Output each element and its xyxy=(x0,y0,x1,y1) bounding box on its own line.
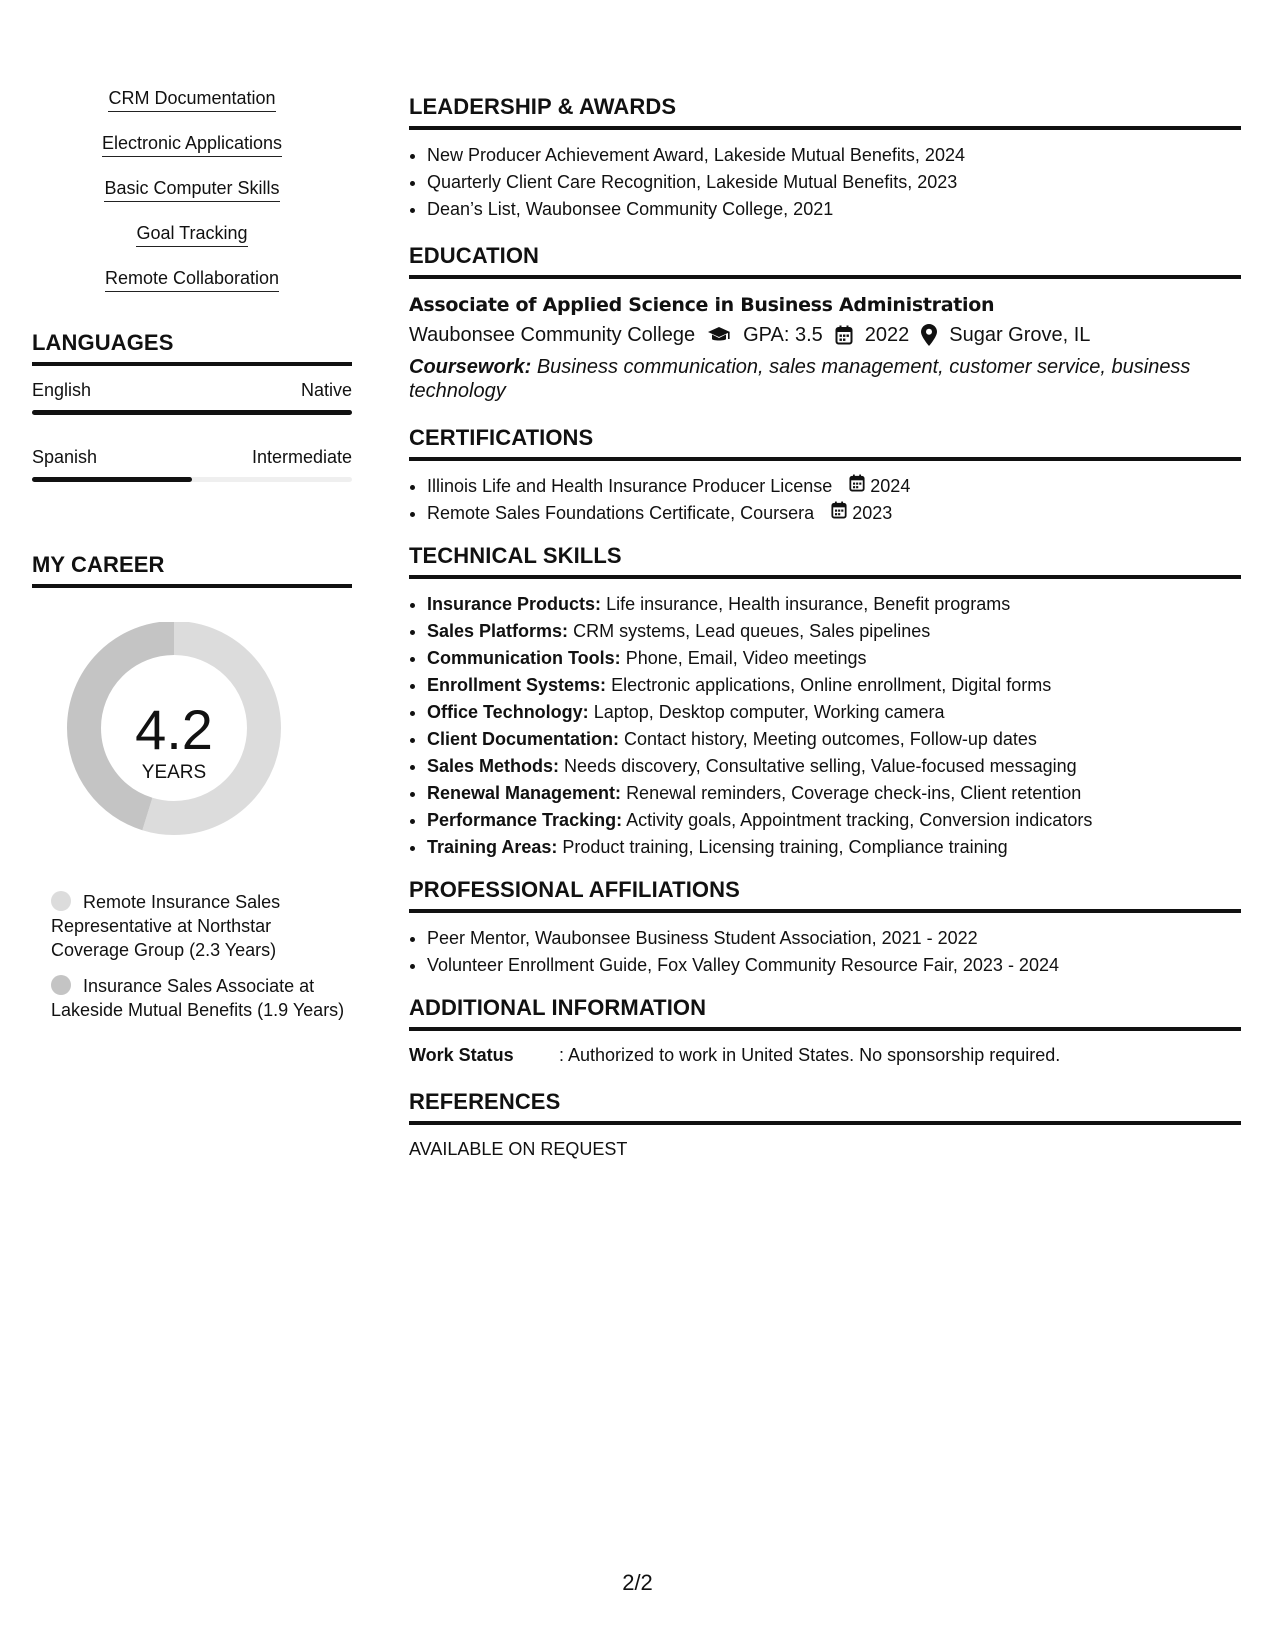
calendar-icon xyxy=(835,325,853,345)
leadership-list xyxy=(409,142,1241,223)
list-item xyxy=(427,753,1241,780)
career-donut-chart xyxy=(32,622,352,852)
references-heading: REFERENCES xyxy=(409,1089,1241,1125)
work-status-value: : Authorized to work in United States. No sponsorship required. xyxy=(559,1045,1061,1065)
language-name: English xyxy=(32,380,92,400)
references-section xyxy=(409,1089,1241,1161)
languages-heading: LANGUAGES xyxy=(32,330,352,366)
legend-dot xyxy=(51,891,71,911)
certifications-list xyxy=(409,473,1241,527)
education-heading: EDUCATION xyxy=(409,243,1241,279)
list-item xyxy=(427,618,1241,645)
certification-name: Illinois Life and Health Insurance Producer License xyxy=(427,476,833,496)
skill-tag: Electronic Applications xyxy=(102,131,282,157)
skill-value: Contact history, Meeting outcomes, Follow-up dates xyxy=(624,729,1037,749)
technical-skills-section xyxy=(409,543,1241,861)
skill-label: Renewal Management: xyxy=(427,783,622,803)
education-degree: Associate of Applied Science in Business Administration xyxy=(409,294,995,316)
skill-label: Insurance Products: xyxy=(427,594,602,614)
affiliations-list xyxy=(409,925,1241,979)
language-bar xyxy=(32,477,352,482)
language-bar xyxy=(32,410,352,415)
affiliations-section xyxy=(409,877,1241,979)
skill-label: Communication Tools: xyxy=(427,648,621,668)
map-pin-icon xyxy=(921,324,937,346)
skill-tag: CRM Documentation xyxy=(108,86,275,112)
list-item: • Peer Mentor, Waubonsee Business Student Association, 2021 - 2022 xyxy=(427,925,1241,952)
language-level: Intermediate xyxy=(251,447,352,467)
list-item: • New Producer Achievement Award, Lakeside Mutual Benefits, 2024 xyxy=(427,142,1241,169)
additional-info-section xyxy=(409,995,1241,1067)
languages-section xyxy=(32,330,352,482)
skill-value: Laptop, Desktop computer, Working camera xyxy=(593,702,945,722)
skill-value: Life insurance, Health insurance, Benefit programs xyxy=(606,594,1011,614)
skill-value: Product training, Licensing training, Compliance training xyxy=(562,837,1008,857)
list-item: • Volunteer Enrollment Guide, Fox Valley Community Resource Fair, 2023 - 2024 xyxy=(427,952,1241,979)
education-school: Waubonsee Community College xyxy=(409,324,696,346)
left-column xyxy=(32,86,352,1034)
skill-label: Sales Platforms: xyxy=(427,621,569,641)
career-legend-item xyxy=(51,974,352,1022)
language-bar-fill xyxy=(32,477,192,482)
list-item xyxy=(427,726,1241,753)
language-bar-fill xyxy=(32,410,352,415)
work-status-row xyxy=(409,1043,1241,1067)
education-year: 2022 xyxy=(864,324,910,346)
skill-value: Electronic applications, Online enrollment, Digital forms xyxy=(611,675,1052,695)
coursework-text: Business communication, sales management, customer service, business technology xyxy=(409,356,1191,402)
skill-value: CRM systems, Lead queues, Sales pipelines xyxy=(573,621,931,641)
list-item xyxy=(427,591,1241,618)
coursework-label: Coursework: xyxy=(409,356,532,378)
skill-tags xyxy=(32,86,352,292)
references-text: AVAILABLE ON REQUEST xyxy=(409,1139,628,1159)
career-legend-label: Remote Insurance Sales Representative at Northstar Coverage Group (2.3 Years) xyxy=(51,892,281,960)
affiliations-heading: PROFESSIONAL AFFILIATIONS xyxy=(409,877,1241,913)
career-total: 4.2 xyxy=(135,698,213,761)
technical-skills-heading: TECHNICAL SKILLS xyxy=(409,543,1241,579)
list-item xyxy=(427,780,1241,807)
career-section xyxy=(32,552,352,1022)
page-number: 2/2 xyxy=(622,1570,653,1595)
certifications-heading: CERTIFICATIONS xyxy=(409,425,1241,461)
list-item: • Dean’s List, Waubonsee Community College, 2021 xyxy=(427,196,1241,223)
language-name: Spanish xyxy=(32,447,98,467)
list-item xyxy=(427,645,1241,672)
skill-value: Renewal reminders, Coverage check-ins, Client retention xyxy=(626,783,1082,803)
career-heading: MY CAREER xyxy=(32,552,352,588)
career-legend-label: Insurance Sales Associate at Lakeside Mutual Benefits (1.9 Years) xyxy=(51,976,345,1020)
list-item xyxy=(427,699,1241,726)
graduation-cap-icon xyxy=(707,326,731,344)
career-unit: YEARS xyxy=(141,762,207,783)
list-item xyxy=(427,500,1241,527)
skill-value: Needs discovery, Consultative selling, Value-focused messaging xyxy=(564,756,1077,776)
list-item xyxy=(427,807,1241,834)
work-status-label: Work Status xyxy=(409,1045,514,1065)
language-item xyxy=(32,378,352,415)
calendar-icon xyxy=(849,474,865,492)
career-legend-item xyxy=(51,890,352,962)
skill-label: Training Areas: xyxy=(427,837,558,857)
additional-info-heading: ADDITIONAL INFORMATION xyxy=(409,995,1241,1031)
skill-tag: Remote Collaboration xyxy=(105,266,279,292)
technical-skills-list xyxy=(409,591,1241,861)
education-location: Sugar Grove, IL xyxy=(949,324,1091,346)
skill-tag: Basic Computer Skills xyxy=(104,176,279,202)
skill-label: Sales Methods: xyxy=(427,756,560,776)
skill-label: Office Technology: xyxy=(427,702,589,722)
skill-value: Activity goals, Appointment tracking, Conversion indicators xyxy=(626,810,1093,830)
certification-name: Remote Sales Foundations Certificate, Coursera xyxy=(427,503,815,523)
education-details xyxy=(409,319,1241,351)
skill-label: Client Documentation: xyxy=(427,729,619,749)
certification-year: 2023 xyxy=(852,503,893,523)
education-gpa: GPA: 3.5 xyxy=(743,324,823,346)
legend-dot xyxy=(51,975,71,995)
education-coursework xyxy=(409,355,1241,403)
education-section xyxy=(409,243,1241,403)
leadership-section xyxy=(409,94,1241,223)
calendar-icon xyxy=(831,501,847,519)
list-item xyxy=(427,672,1241,699)
skill-label: Enrollment Systems: xyxy=(427,675,607,695)
list-item: • Quarterly Client Care Recognition, Lakeside Mutual Benefits, 2023 xyxy=(427,169,1241,196)
list-item xyxy=(427,834,1241,861)
skill-tag: Goal Tracking xyxy=(136,221,247,247)
list-item xyxy=(427,473,1241,500)
skill-value: Phone, Email, Video meetings xyxy=(625,648,867,668)
language-level: Native xyxy=(300,380,352,400)
certification-year: 2024 xyxy=(870,476,911,496)
certifications-section xyxy=(409,425,1241,527)
leadership-heading: LEADERSHIP & AWARDS xyxy=(409,94,1241,130)
skill-label: Performance Tracking: xyxy=(427,810,623,830)
right-column xyxy=(409,94,1241,1177)
career-legend xyxy=(32,890,352,1022)
language-item xyxy=(32,445,352,482)
